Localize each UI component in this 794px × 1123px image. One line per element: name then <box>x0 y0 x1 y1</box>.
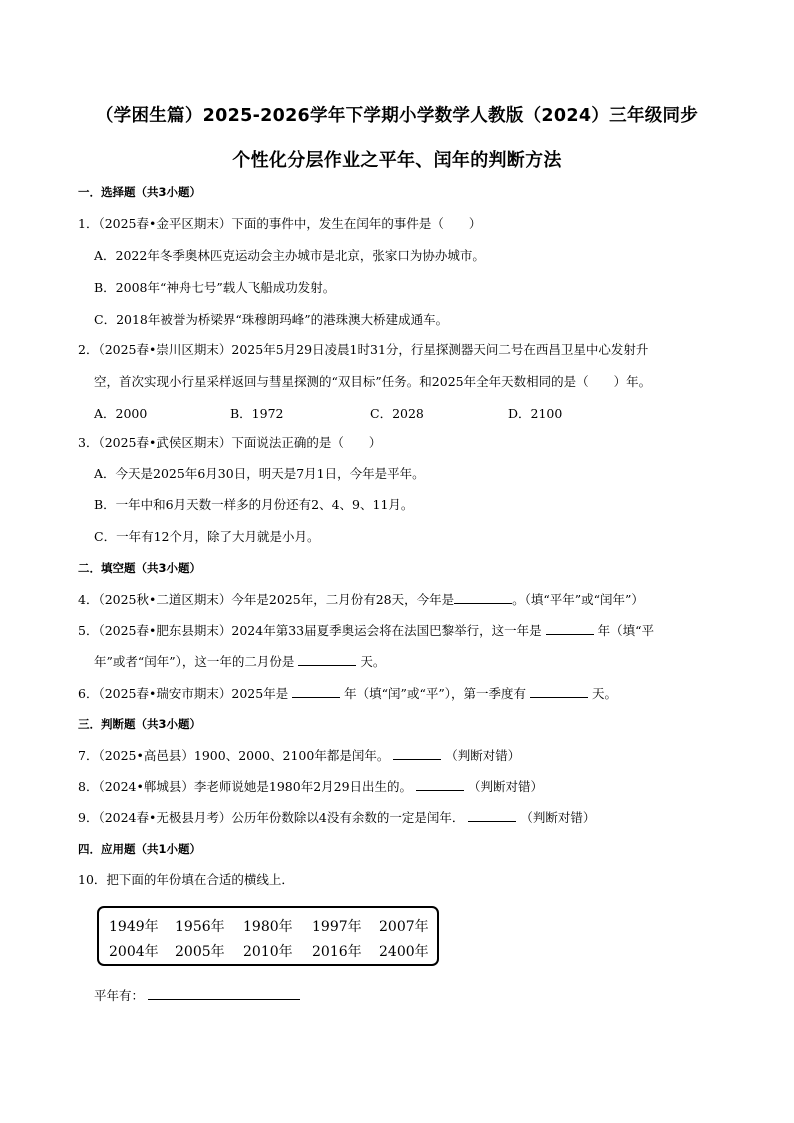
question-9-text: 9．（2024春•无极县月考）公历年份数除以4没有余数的一定是闰年． <box>78 810 465 825</box>
question-1-option-a[interactable]: A．2022年冬季奥林匹克运动会主办城市是北京，张家口为协办城市。 <box>94 248 485 263</box>
question-2-option-a[interactable]: A．2000 <box>94 406 148 421</box>
question-9-text-end: （判断对错） <box>520 810 596 825</box>
question-1-option-c[interactable]: C．2018年被誉为桥梁界“珠穆朗玛峰”的港珠澳大桥建成通车。 <box>94 312 449 327</box>
year-item: 2005年 <box>175 944 225 960</box>
question-6-text: 6．（2025春•瑞安市期末）2025年是 <box>78 686 289 701</box>
year-row-2 <box>99 941 439 959</box>
year-item: 2007年 <box>379 919 429 935</box>
year-item: 2010年 <box>243 944 293 960</box>
year-item: 1956年 <box>175 919 225 935</box>
question-7-text-end: （判断对错） <box>445 748 521 763</box>
year-row-1 <box>99 916 439 934</box>
question-1-stem: 1．（2025春•金平区期末）下面的事件中，发生在闰年的事件是（ ） <box>78 216 482 231</box>
year-item: 1980年 <box>243 919 293 935</box>
question-5-text-end: 天。 <box>360 654 386 669</box>
question-7 <box>78 747 520 764</box>
question-4-text: 4．（2025秋•二道区期末）今年是2025年，二月份有28天，今年是 <box>78 592 455 607</box>
year-item: 1997年 <box>312 919 362 935</box>
question-5-text: 5．（2025春•肥东县期末）2024年第33届夏季奥运会将在法国巴黎举行，这一年是 <box>78 623 542 638</box>
question-5-text-line2: 年”或者“闰年”），这一年的二月份是 <box>94 654 295 669</box>
question-3-option-b[interactable]: B．一年中和6月天数一样多的月份还有2、4、9、11月。 <box>94 497 414 512</box>
question-3-stem: 3．（2025春•武侯区期末）下面说法正确的是（ ） <box>78 435 382 450</box>
question-4 <box>78 591 644 608</box>
question-6-text-mid: 年（填“闰”或“平”），第一季度有 <box>344 686 526 701</box>
question-10-stem: 10．把下面的年份填在合适的横线上． <box>78 872 294 887</box>
question-5-blank-2[interactable] <box>298 653 356 666</box>
year-list-box <box>97 906 439 966</box>
question-7-text: 7．（2025•高邑县）1900、2000、2100年都是闰年。 <box>78 748 390 763</box>
question-6-blank-1[interactable] <box>292 685 340 698</box>
question-2-option-b[interactable]: B．1972 <box>230 406 284 421</box>
question-9-blank[interactable] <box>468 809 516 822</box>
section-heading-application: 四．应用题（共1小题） <box>78 842 202 856</box>
question-5-line-1 <box>78 622 654 639</box>
year-item: 2016年 <box>312 944 362 960</box>
question-5-text-mid: 年（填“平 <box>597 623 654 638</box>
question-2-stem-line-2: 空，首次实现小行星采样返回与彗星探测的“双目标”任务。和2025年全年天数相同的是（ ）年。 <box>94 374 652 389</box>
question-2-option-c[interactable]: C．2028 <box>370 406 424 421</box>
common-year-answer-line[interactable] <box>148 986 300 1000</box>
question-8 <box>78 778 543 795</box>
question-8-text-end: （判断对错） <box>468 779 544 794</box>
year-item: 2004年 <box>109 944 159 960</box>
question-1-option-b[interactable]: B．2008年“神舟七号”载人飞船成功发射。 <box>94 280 336 295</box>
question-3-option-c[interactable]: C．一年有12个月，除了大月就是小月。 <box>94 529 320 544</box>
question-3-option-a[interactable]: A．今天是2025年6月30日，明天是7月1日，今年是平年。 <box>94 466 425 481</box>
question-5-blank-1[interactable] <box>546 622 594 635</box>
title-line-1: （学困生篇）2025-2026学年下学期小学数学人教版（2024）三年级同步 <box>95 106 699 126</box>
year-item: 1949年 <box>109 919 159 935</box>
section-heading-fill: 二．填空题（共3小题） <box>78 561 202 575</box>
title-line-2: 个性化分层作业之平年、闰年的判断方法 <box>232 150 562 171</box>
question-9 <box>78 809 595 826</box>
question-7-blank[interactable] <box>393 747 441 760</box>
question-2-option-d[interactable]: D．2100 <box>508 406 563 421</box>
question-5-line-2 <box>94 653 385 670</box>
question-4-text-end: 。（填“平年”或“闰年”） <box>512 592 644 607</box>
year-item: 2400年 <box>379 944 429 960</box>
question-6 <box>78 685 617 702</box>
common-year-label: 平年有： <box>94 988 145 1003</box>
question-2-stem-line-1: 2．（2025春•崇川区期末）2025年5月29日凌晨1时31分，行星探测器天问二号在西昌卫星中心发射升 <box>78 342 649 357</box>
question-2-options <box>94 404 694 420</box>
section-heading-choice: 一．选择题（共3小题） <box>78 185 202 199</box>
question-6-blank-2[interactable] <box>530 685 588 698</box>
question-8-blank[interactable] <box>416 778 464 791</box>
section-heading-judge: 三．判断题（共3小题） <box>78 717 202 731</box>
question-8-text: 8．（2024•郸城县）李老师说她是1980年2月29日出生的。 <box>78 779 413 794</box>
question-6-text-end: 天。 <box>591 686 617 701</box>
question-4-blank[interactable] <box>454 591 512 604</box>
common-year-answer <box>94 986 300 1004</box>
